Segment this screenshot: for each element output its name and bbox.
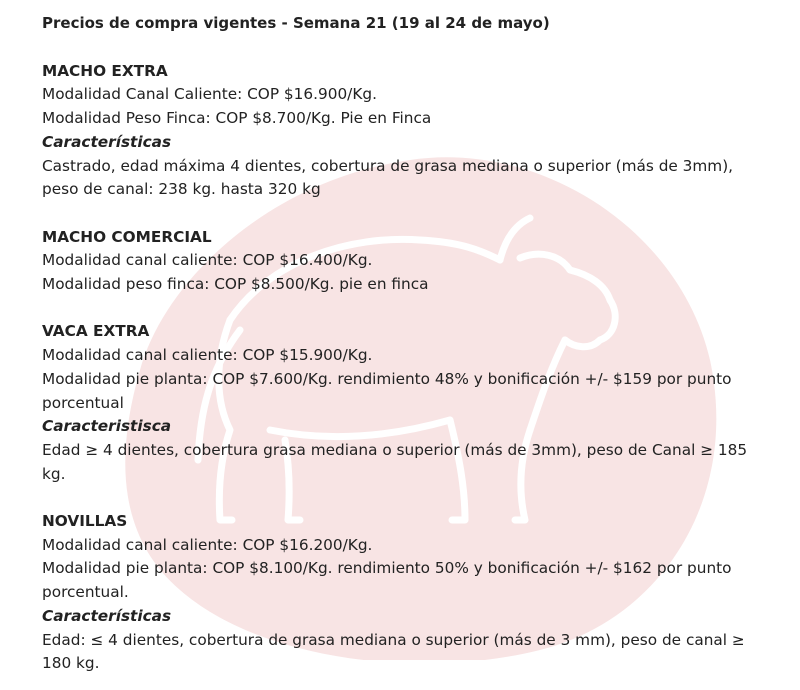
section-vaca-extra bbox=[42, 320, 762, 486]
price-line: Modalidad pie planta: COP $7.600/Kg. rendimiento 48% y bonificación +/- $159 por punto porcentual bbox=[42, 369, 732, 412]
price-line: Modalidad canal caliente: COP $15.900/Kg. bbox=[42, 346, 373, 365]
section-macho-comercial bbox=[42, 226, 762, 297]
price-list bbox=[42, 12, 762, 676]
price-line: Modalidad Peso Finca: COP $8.700/Kg. Pie en Finca bbox=[42, 109, 432, 128]
section-heading: MACHO EXTRA bbox=[42, 61, 168, 80]
characteristics-heading: Caracteristisca bbox=[42, 417, 172, 436]
page-title: Precios de compra vigentes - Semana 21 (19 al 24 de mayo) bbox=[42, 14, 550, 32]
section-macho-extra bbox=[42, 60, 762, 202]
price-line: Modalidad canal caliente: COP $16.400/Kg. bbox=[42, 251, 373, 270]
section-heading: VACA EXTRA bbox=[42, 322, 150, 341]
price-line: Modalidad pie planta: COP $8.100/Kg. rendimiento 50% y bonificación +/- $162 por punto porcentual. bbox=[42, 559, 732, 602]
characteristics-text: Edad ≥ 4 dientes, cobertura grasa mediana o superior (más de 3mm), peso de Canal ≥ 185 kg. bbox=[42, 440, 748, 483]
characteristics-heading: Características bbox=[42, 132, 172, 151]
characteristics-text: Edad: ≤ 4 dientes, cobertura de grasa mediana o superior (más de 3 mm), peso de canal ≥ 180 kg. bbox=[42, 630, 745, 673]
section-heading: MACHO COMERCIAL bbox=[42, 227, 212, 246]
price-line: Modalidad canal caliente: COP $16.200/Kg. bbox=[42, 535, 373, 554]
price-line: Modalidad Canal Caliente: COP $16.900/Kg. bbox=[42, 85, 377, 104]
price-line: Modalidad peso finca: COP $8.500/Kg. pie en finca bbox=[42, 275, 429, 293]
characteristics-heading: Características bbox=[42, 606, 172, 625]
characteristics-text: Castrado, edad máxima 4 dientes, cobertura de grasa mediana o superior (más de 3mm), peso de canal: 238 kg. hasta 320 kg bbox=[42, 156, 734, 199]
section-novillas bbox=[42, 510, 762, 676]
section-heading: NOVILLAS bbox=[42, 512, 128, 530]
